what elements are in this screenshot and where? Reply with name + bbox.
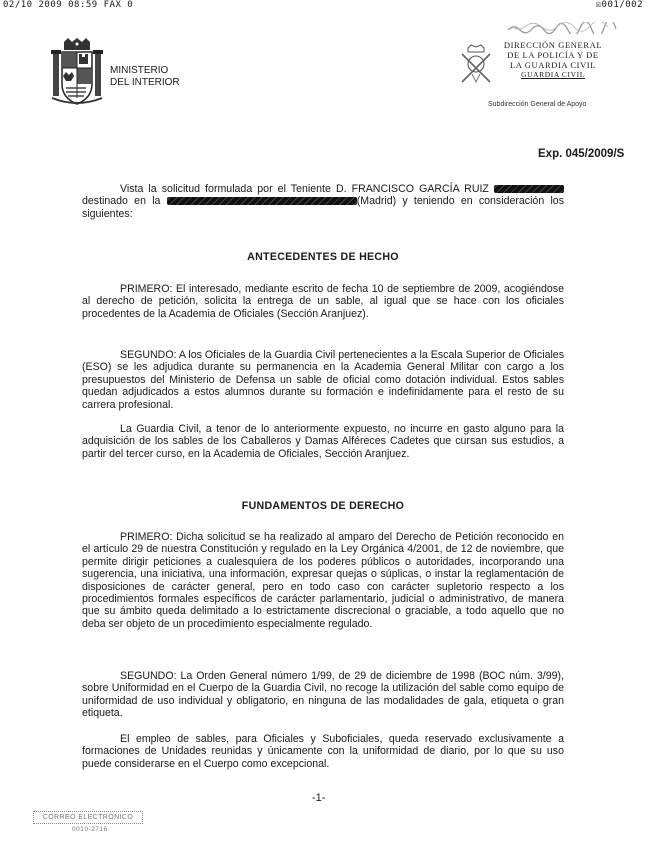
recipient-line-2: DE LA POLICÍA Y DE xyxy=(507,50,599,60)
intro-part-2: destinado en la xyxy=(82,195,161,208)
fundamentos-segundo-cont: El empleo de sables, para Oficiales y Suboficiales, queda reservado exclusivamente a formaciones de Unidades reunidas y únicamente con la uniformidad de diario, por lo que su uso puede considerarse en el Cuerpo como excepcional. xyxy=(82,733,564,770)
antecedentes-primero: PRIMERO: El interesado, mediante escrito de fecha 10 de septiembre de 2009, acogiéndose al derecho de petición, solicita la entrega de un sable, al igual que se hace con los oficiales procedentes de la Academia de Oficiales (Sección Aranjuez). xyxy=(82,283,564,320)
page-number: -1- xyxy=(312,792,326,804)
redacted-block xyxy=(167,197,357,205)
email-stamp: CORREO ELECTRÓNICO xyxy=(33,811,143,824)
recipient-line-3: LA GUARDIA CIVIL xyxy=(509,60,597,70)
redacted-block xyxy=(494,185,564,193)
antecedentes-segundo: SEGUNDO: A los Oficiales de la Guardia Civil pertenecientes a la Escala Superior de Oficiales (ESO) se les adjudica durante su permanencia en la Academia General Militar con cargo a los presupuestos del Ministerio de Defensa un sable de oficial como dotación individual. Estos sables quedan adjudicados a estos alumnos durante su formación e indefinidamente para el resto de su carrera profesional. xyxy=(82,349,564,411)
subdirection-label: Subdirección General de Apoyo xyxy=(488,101,587,108)
antecedentes-segundo-cont: La Guardia Civil, a tenor de lo anteriormente expuesto, no incurre en gasto alguno para la adquisición de los sables de los Caballeros y Damas Alféreces Cadetes que cursan sus estudios, a partir del tercer curso, en la Academia de Oficiales, Sección Aranjuez. xyxy=(82,423,564,460)
fax-timestamp: 02/10 2009 08:59 FAX 0 xyxy=(3,0,134,10)
antecedentes-heading: ANTECEDENTES DE HECHO xyxy=(247,251,399,263)
ministry-line-2: DEL INTERIOR xyxy=(110,77,180,88)
recipient-block xyxy=(488,40,618,80)
stamp-number: 0010-2716 xyxy=(72,826,108,833)
fundamentos-heading: FUNDAMENTOS DE DERECHO xyxy=(241,500,405,512)
recipient-line-4: GUARDIA CIVIL xyxy=(521,70,585,79)
intro-part-3: (Madrid) y teniendo en consideración los siguientes: xyxy=(82,195,564,220)
intro-paragraph xyxy=(82,183,564,220)
ministry-line-1: MINISTERIO xyxy=(110,65,169,76)
case-number: Exp. 045/2009/S xyxy=(538,148,625,160)
fundamentos-primero: PRIMERO: Dicha solicitud se ha realizado al amparo del Derecho de Petición reconocido en el artículo 29 de nuestra Constitución y regulado en la Ley Orgánica 4/2001, de 12 de noviembre, que permite dirigir peticiones a cualesquiera de los poderes públicos o autoridades, incorporando una sugerencia, una iniciativa, una información, expresar quejas o súplicas, o instar la reglamentación de disposiciones de carácter general, pero en todo caso con carácter supletorio respecto a los procedimientos formales específicos de carácter parlamentario, judicial o administrativo, de manera que su ámbito queda delimitado a lo estrictamente discrecional o graciable, a todo aquello que no deba ser objeto de un procedimiento especialmente regulado. xyxy=(82,531,564,630)
fax-page-count: ☒001/002 xyxy=(595,0,643,10)
header-scribble xyxy=(508,22,618,34)
fundamentos-segundo: SEGUNDO: La Orden General número 1/99, de 29 de diciembre de 1998 (BOC núm. 3/99), sobre Uniformidad en el Cuerpo de la Guardia Civil, no recoge la utilización del sable como equipo de uniformidad de uso individual y obligatorio, en ninguna de las modalidades de gala, etiqueta o gran etiqueta. xyxy=(82,670,564,720)
ministry-name xyxy=(110,65,180,89)
intro-part-1: Vista la solicitud formulada por el Teniente D. FRANCISCO GARCÍA RUIZ xyxy=(120,183,489,195)
fax-header xyxy=(3,0,647,12)
recipient-line-1: DIRECCIÓN GENERAL xyxy=(503,40,603,50)
coat-of-arms-icon xyxy=(50,38,104,114)
